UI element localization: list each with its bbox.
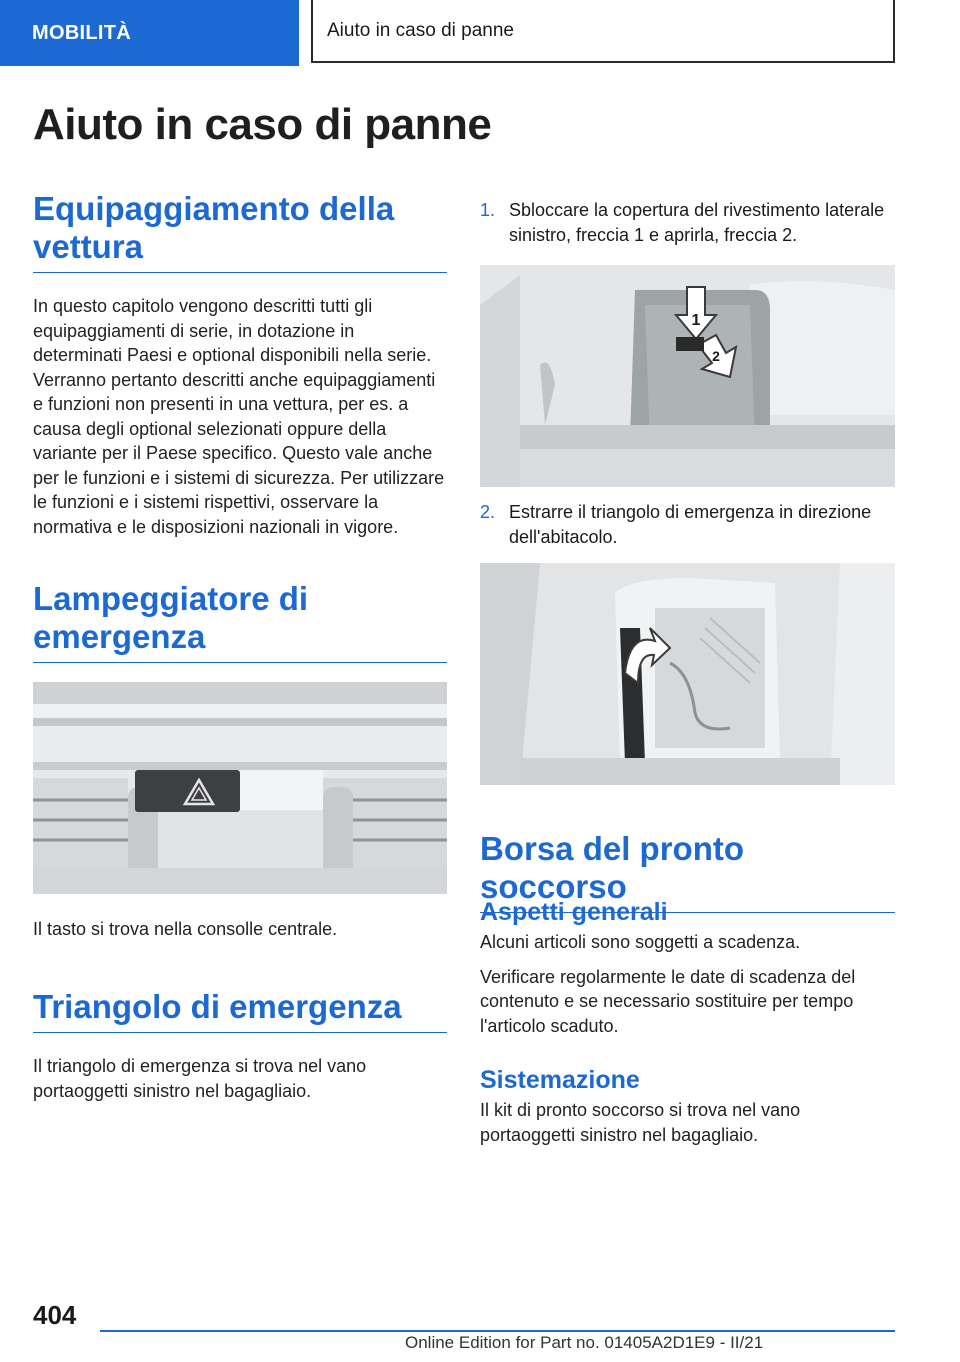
- breadcrumb: [311, 0, 895, 63]
- first-aid-heading: Borsa del pronto soccorso: [480, 830, 895, 913]
- step-text: Estrarre il triangolo di emergenza in direzione dell'abitacolo.: [509, 502, 872, 547]
- equipment-heading: Equipaggiamento della vettura: [33, 190, 447, 273]
- footer-divider: [100, 1330, 895, 1332]
- general-subsection: [480, 897, 895, 1038]
- placement-subsection: [480, 1065, 895, 1147]
- step-number: 2.: [480, 502, 496, 522]
- triangle-heading: Triangolo di emergenza: [33, 988, 447, 1033]
- page-title: Aiuto in caso di panne: [33, 100, 492, 149]
- placement-paragraph: Il kit di pronto soccorso si trova nel vano portaoggetti sinistro nel bagagliaio.: [480, 1100, 801, 1145]
- equipment-section: [33, 190, 447, 539]
- side-panel-photo: [480, 265, 895, 487]
- step-1: [480, 198, 895, 247]
- equipment-body: In questo capitolo vengono descritti tutti gli equipaggiamenti di serie, in dotazione in determinati Paesi e optional disponibili nella serie. Verranno pertanto descritti anche equipaggiamenti e funzioni non presenti in una vettura, per es. a causa degli optional selezionati oppure della variante per il Paese specifico. Questo vale anche per le funzioni e i sistemi di sicurezza. Per utilizzare le funzioni e i sistemi rispettivi, osservare la normativa e le disposizioni nazionali in vigore.: [33, 296, 445, 537]
- hazard-button-photo: [33, 682, 447, 894]
- general-heading: Aspetti generali: [480, 898, 668, 926]
- page-number: 404: [33, 1300, 77, 1330]
- placement-heading: Sistemazione: [480, 1066, 640, 1094]
- edition-note: Online Edition for Part no. 01405A2D1E9 - II/21: [405, 1333, 764, 1352]
- triangle-section: [33, 988, 447, 1103]
- step-2: [480, 500, 895, 549]
- arrow-label-1: 1: [691, 312, 701, 329]
- step-text: Sbloccare la copertura del rivestimento laterale sinistro, freccia 1 e aprirla, freccia 2.: [509, 200, 885, 245]
- step-number: 1.: [480, 200, 496, 220]
- hazard-heading: Lampeggiatore di emergenza: [33, 580, 447, 663]
- page-header: [0, 0, 960, 66]
- hazard-caption: Il tasto si trova nella consolle centrale.: [33, 919, 338, 939]
- section-tab: MOBILITÀ: [0, 0, 299, 66]
- triangle-compartment-photo: [480, 563, 895, 785]
- general-paragraph-2: Verificare regolarmente le date di scadenza del contenuto e se necessario sostituire per tempo l'articolo scaduto.: [480, 966, 856, 1036]
- triangle-body: Il triangolo di emergenza si trova nel vano portaoggetti sinistro nel bagagliaio.: [33, 1056, 367, 1101]
- hazard-section: [33, 580, 447, 663]
- general-paragraph-1: Alcuni articoli sono soggetti a scadenza.: [480, 932, 801, 952]
- arrow-label-2: 2: [712, 348, 720, 364]
- breadcrumb-label: Aiuto in caso di panne: [327, 19, 514, 41]
